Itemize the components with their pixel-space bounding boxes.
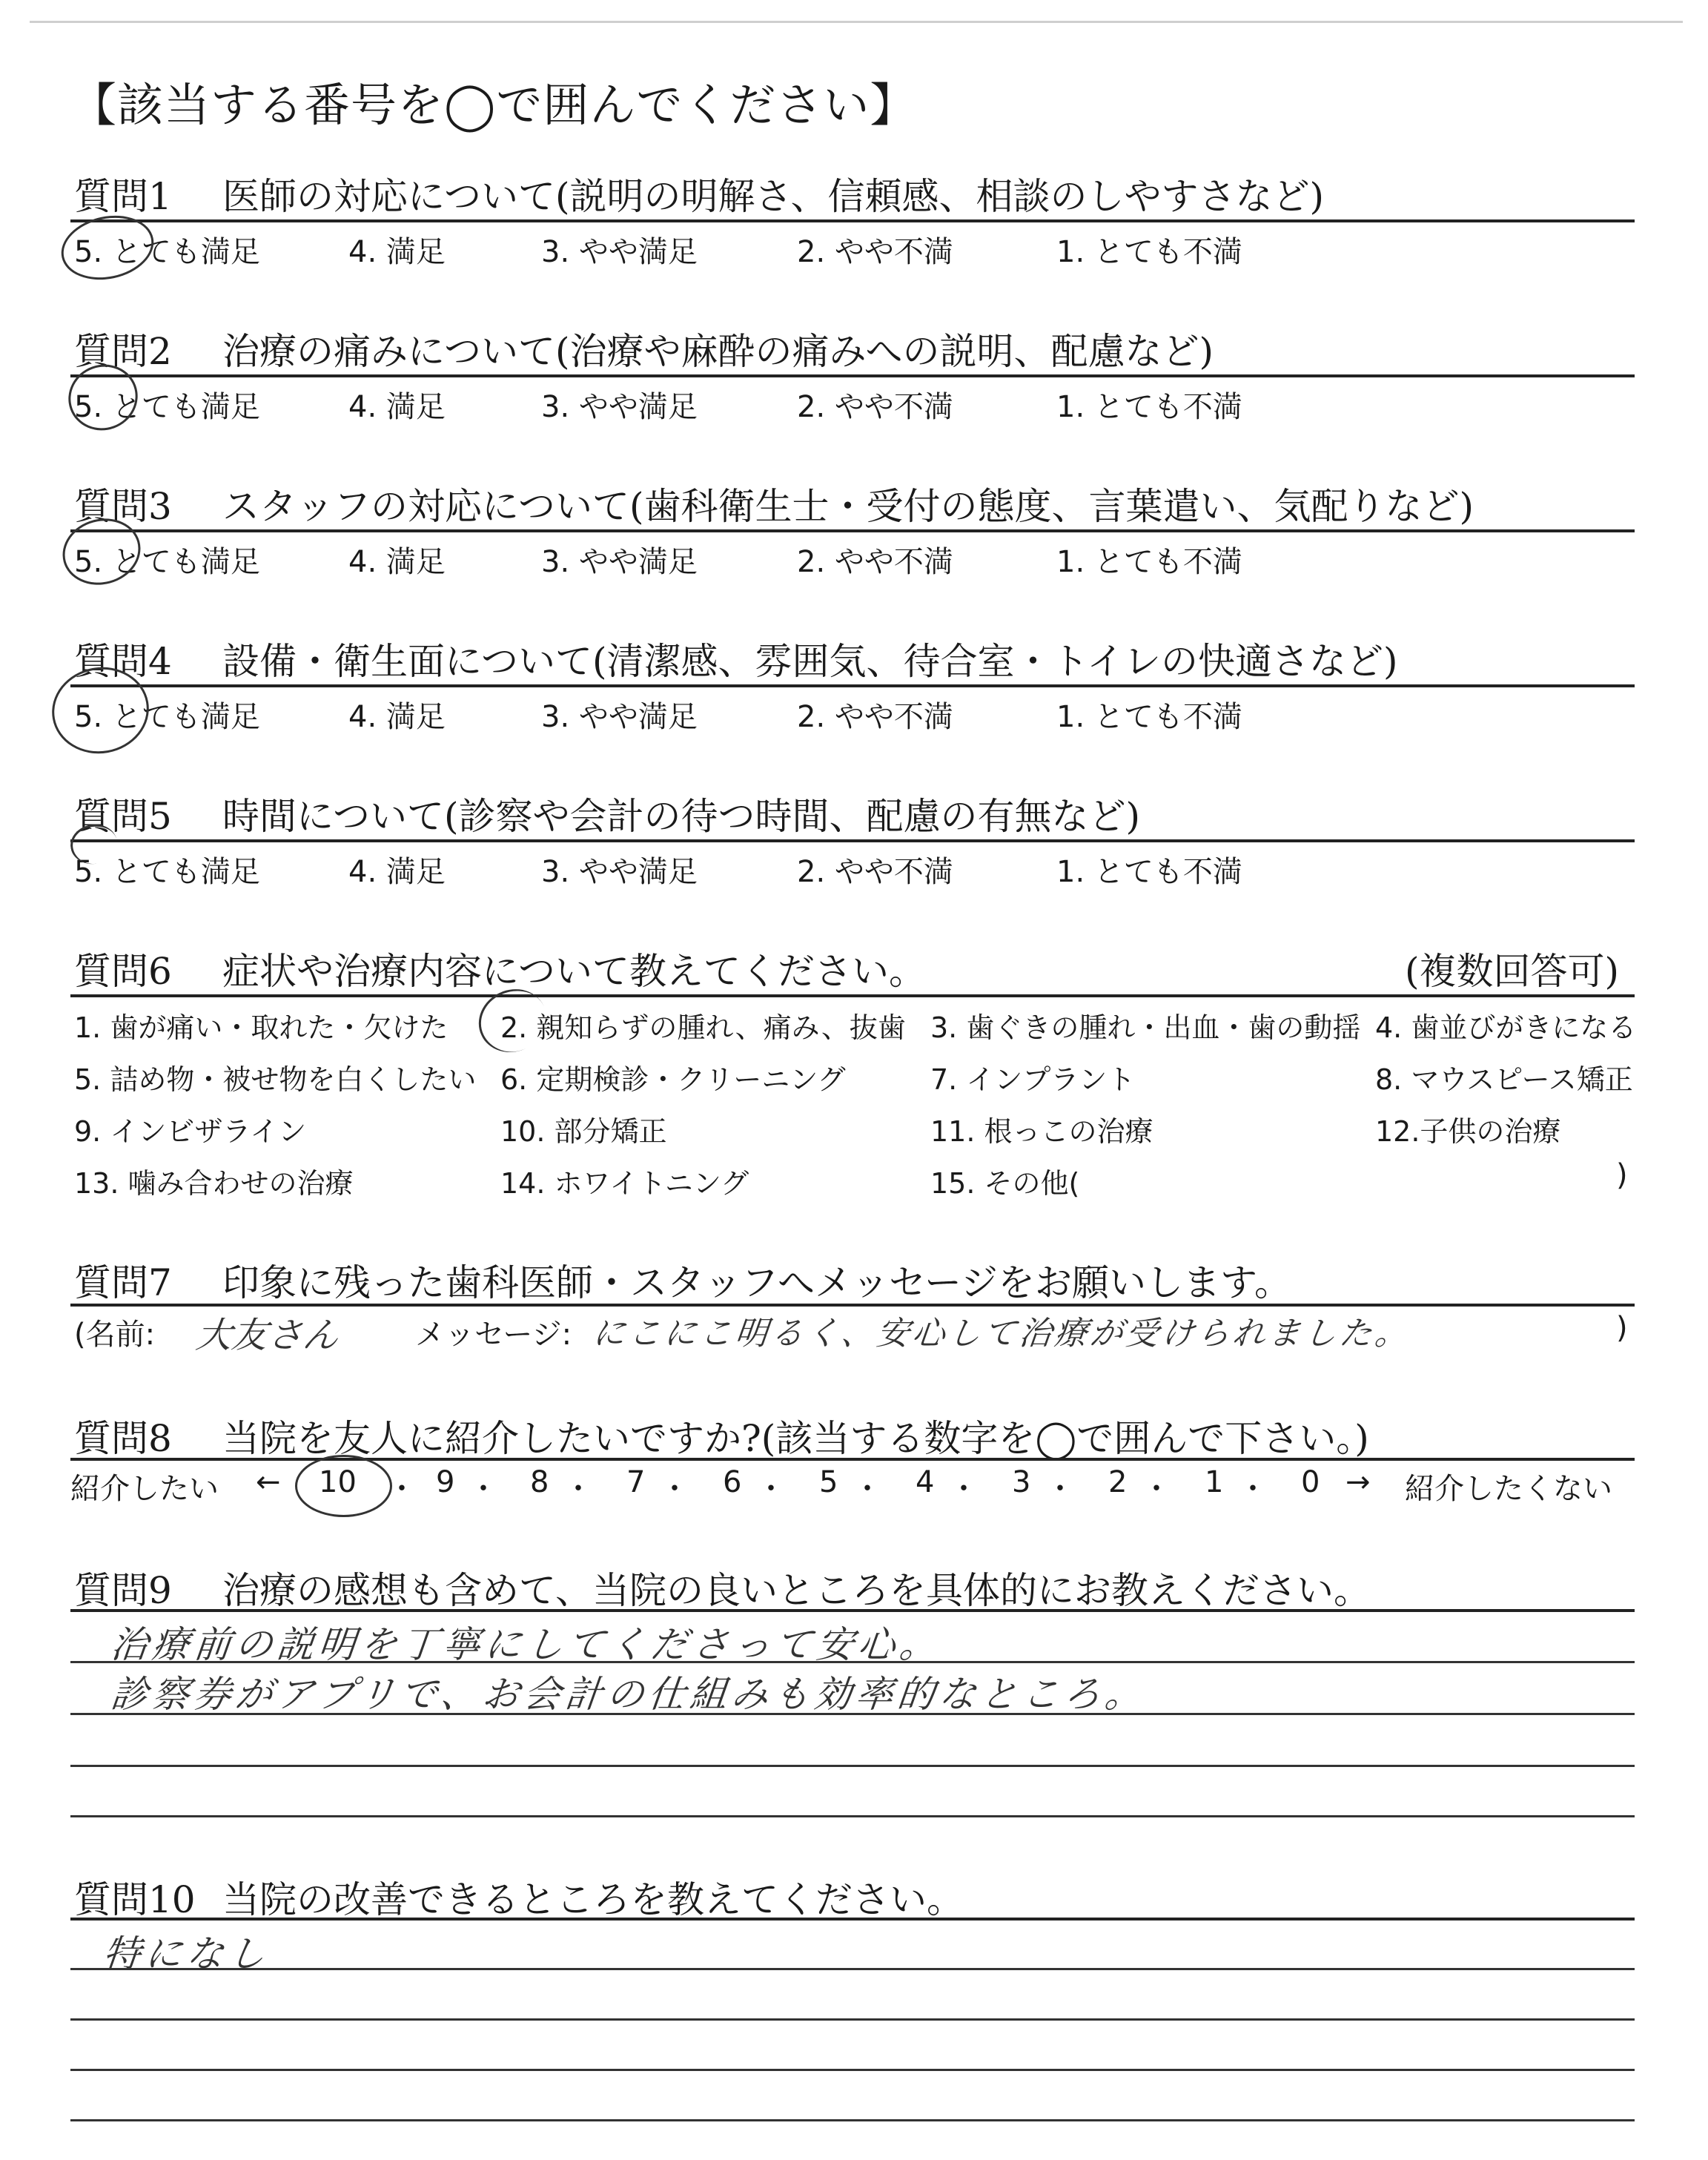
not-recommend-label: 紹介したくない bbox=[1405, 1472, 1612, 1506]
option-5[interactable]: 5. とても満足 bbox=[74, 700, 260, 734]
q6-option-1[interactable]: 1. 歯が痛い・取れた・欠けた bbox=[74, 1011, 448, 1044]
option-1[interactable]: 1. とても不満 bbox=[1056, 700, 1242, 734]
answer-line bbox=[70, 2018, 1635, 2021]
name-label: (名前: bbox=[74, 1318, 156, 1352]
message-close-paren: ) bbox=[1616, 1311, 1628, 1345]
scan-edge-line bbox=[30, 21, 1683, 23]
q6-option-14[interactable]: 14. ホワイトニング bbox=[500, 1167, 749, 1200]
q6-option-7[interactable]: 7. インプラント bbox=[930, 1063, 1136, 1096]
answer-line bbox=[70, 1968, 1635, 1970]
scale-dot: ・ bbox=[563, 1472, 593, 1506]
scale-3[interactable]: 3 bbox=[1012, 1465, 1031, 1499]
question-number: 質問4 bbox=[74, 640, 172, 683]
option-2[interactable]: 2. やや不満 bbox=[797, 545, 953, 579]
question-number: 質問7 bbox=[74, 1261, 172, 1304]
answer-line bbox=[70, 1765, 1635, 1767]
scale-7[interactable]: 7 bbox=[626, 1465, 646, 1499]
scale-dot: ・ bbox=[949, 1472, 979, 1506]
scale-dot: ・ bbox=[660, 1472, 689, 1506]
question-text: 当院を友人に紹介したいですか?(該当する数字を◯で囲んで下さい。) bbox=[222, 1417, 1369, 1460]
q10-answer: 特になし bbox=[101, 1932, 272, 1975]
scale-1[interactable]: 1 bbox=[1205, 1465, 1224, 1499]
option-3[interactable]: 3. やや満足 bbox=[541, 855, 698, 889]
question-2-heading bbox=[74, 322, 1214, 375]
question-1-heading bbox=[74, 167, 1324, 220]
scale-dot: ・ bbox=[469, 1472, 498, 1506]
question-number: 質問9 bbox=[74, 1569, 172, 1612]
right-arrow: → bbox=[1345, 1465, 1371, 1499]
scale-4[interactable]: 4 bbox=[916, 1465, 935, 1499]
answer-line bbox=[70, 1815, 1635, 1817]
option-4[interactable]: 4. 満足 bbox=[348, 855, 446, 889]
question-number: 質問5 bbox=[74, 795, 172, 838]
q6-option-8[interactable]: 8. マウスピース矯正 bbox=[1375, 1063, 1633, 1096]
option-4[interactable]: 4. 満足 bbox=[348, 390, 446, 424]
scale-dot: ・ bbox=[853, 1472, 882, 1506]
q6-option-2[interactable]: 2. 親知らずの腫れ、痛み、抜歯 bbox=[500, 1011, 906, 1044]
scale-6[interactable]: 6 bbox=[723, 1465, 742, 1499]
q6-option-13[interactable]: 13. 噛み合わせの治療 bbox=[74, 1167, 354, 1200]
option-1[interactable]: 1. とても不満 bbox=[1056, 855, 1242, 889]
question-number: 質問3 bbox=[74, 485, 172, 528]
question-text: 印象に残った歯科医師・スタッフへメッセージをお願いします。 bbox=[222, 1261, 1291, 1304]
q6-option-11[interactable]: 11. 根っこの治療 bbox=[930, 1115, 1153, 1148]
scale-dot: ・ bbox=[1238, 1472, 1268, 1506]
answer-line bbox=[70, 2119, 1635, 2121]
option-1[interactable]: 1. とても不満 bbox=[1056, 390, 1242, 424]
divider bbox=[70, 1609, 1635, 1612]
q6-option-4[interactable]: 4. 歯並びがきになる bbox=[1375, 1011, 1637, 1044]
q6-option-3[interactable]: 3. 歯ぐきの腫れ・出血・歯の動揺 bbox=[930, 1011, 1361, 1044]
divider bbox=[70, 529, 1635, 532]
question-9-heading bbox=[74, 1561, 1371, 1614]
scale-2[interactable]: 2 bbox=[1108, 1465, 1128, 1499]
q6-option-10[interactable]: 10. 部分矯正 bbox=[500, 1115, 667, 1148]
option-4[interactable]: 4. 満足 bbox=[348, 235, 446, 269]
option-2[interactable]: 2. やや不満 bbox=[797, 390, 953, 424]
other-close-paren: ) bbox=[1616, 1158, 1628, 1192]
question-text: 治療の痛みについて(治療や麻酔の痛みへの説明、配慮など) bbox=[222, 330, 1214, 373]
question-text: 時間について(診察や会計の待つ時間、配慮の有無など) bbox=[222, 795, 1141, 838]
question-8-heading bbox=[74, 1409, 1369, 1462]
divider bbox=[70, 1458, 1635, 1461]
question-7-heading bbox=[74, 1253, 1291, 1307]
option-1[interactable]: 1. とても不満 bbox=[1056, 235, 1242, 269]
option-3[interactable]: 3. やや満足 bbox=[541, 545, 698, 579]
scale-9[interactable]: 9 bbox=[436, 1465, 455, 1499]
option-4[interactable]: 4. 満足 bbox=[348, 545, 446, 579]
q6-option-15[interactable]: 15. その他( bbox=[930, 1167, 1080, 1200]
q6-option-6[interactable]: 6. 定期検診・クリーニング bbox=[500, 1063, 846, 1096]
scale-5[interactable]: 5 bbox=[819, 1465, 838, 1499]
divider bbox=[70, 839, 1635, 842]
q6-option-5[interactable]: 5. 詰め物・被せ物を白くしたい bbox=[74, 1063, 477, 1096]
divider bbox=[70, 374, 1635, 377]
scale-dot: ・ bbox=[1142, 1472, 1171, 1506]
option-2[interactable]: 2. やや不満 bbox=[797, 235, 953, 269]
question-text: 当院の改善できるところを教えてください。 bbox=[222, 1878, 964, 1921]
question-text: 症状や治療内容について教えてください。 bbox=[222, 950, 926, 993]
scale-dot: ・ bbox=[1045, 1472, 1075, 1506]
selection-circle bbox=[295, 1455, 392, 1517]
question-6-heading bbox=[74, 942, 926, 995]
option-2[interactable]: 2. やや不満 bbox=[797, 700, 953, 734]
question-text: 医師の対応について(説明の明解さ、信頼感、相談のしやすさなど) bbox=[222, 175, 1325, 218]
question-3-heading bbox=[74, 477, 1474, 530]
recommend-label: 紹介したい bbox=[70, 1472, 219, 1506]
option-5[interactable]: 5. とても満足 bbox=[74, 855, 260, 889]
option-4[interactable]: 4. 満足 bbox=[348, 700, 446, 734]
name-handwritten: 大友さん bbox=[193, 1315, 341, 1356]
left-arrow: ← bbox=[256, 1465, 281, 1499]
option-5[interactable]: 5. とても満足 bbox=[74, 545, 260, 579]
q9-answer-line-1: 治療前の説明を丁寧にしてくださって安心。 bbox=[108, 1623, 944, 1666]
q6-option-12[interactable]: 12.子供の治療 bbox=[1375, 1115, 1561, 1148]
scale-dot: ・ bbox=[756, 1472, 786, 1506]
page-title: 【該当する番号を◯で囲んでください】 bbox=[70, 78, 917, 132]
scale-dot: ・ bbox=[387, 1472, 417, 1506]
question-4-heading bbox=[74, 632, 1398, 685]
question-5-heading bbox=[74, 787, 1140, 840]
message-handwritten: にこにこ明るく、安心して治療が受けられました。 bbox=[590, 1315, 1413, 1353]
option-3[interactable]: 3. やや満足 bbox=[541, 700, 698, 734]
divider bbox=[70, 684, 1635, 687]
question-text: 設備・衛生面について(清潔感、雰囲気、待合室・トイレの快適さなど) bbox=[222, 640, 1398, 683]
option-3[interactable]: 3. やや満足 bbox=[541, 390, 698, 424]
divider bbox=[70, 1918, 1635, 1920]
question-number: 質問1 bbox=[74, 175, 172, 218]
scale-8[interactable]: 8 bbox=[530, 1465, 549, 1499]
question-10-heading bbox=[74, 1870, 964, 1923]
q9-answer-line-2: 診察券がアプリで、お会計の仕組みも効率的なところ。 bbox=[108, 1673, 1149, 1716]
divider bbox=[70, 219, 1635, 222]
question-text: 治療の感想も含めて、当院の良いところを具体的にお教えください。 bbox=[222, 1569, 1371, 1612]
option-5[interactable]: 5. とても満足 bbox=[74, 235, 260, 269]
multiple-answer-note: (複数回答可) bbox=[1405, 950, 1620, 993]
question-number: 質問8 bbox=[74, 1417, 172, 1460]
answer-line bbox=[70, 1713, 1635, 1715]
option-5[interactable]: 5. とても満足 bbox=[74, 390, 260, 424]
question-number: 質問6 bbox=[74, 950, 172, 993]
option-2[interactable]: 2. やや不満 bbox=[797, 855, 953, 889]
q6-option-9[interactable]: 9. インビザライン bbox=[74, 1115, 307, 1148]
option-3[interactable]: 3. やや満足 bbox=[541, 235, 698, 269]
divider bbox=[70, 994, 1635, 997]
scale-0[interactable]: 0 bbox=[1301, 1465, 1320, 1499]
option-1[interactable]: 1. とても不満 bbox=[1056, 545, 1242, 579]
answer-line bbox=[70, 2069, 1635, 2071]
question-number: 質問2 bbox=[74, 330, 172, 373]
question-text: スタッフの対応について(歯科衛生士・受付の態度、言葉遣い、気配りなど) bbox=[222, 485, 1474, 528]
message-label: メッセージ: bbox=[415, 1318, 572, 1352]
question-number: 質問10 bbox=[74, 1878, 196, 1921]
scale-10[interactable]: 10 bbox=[319, 1465, 357, 1499]
answer-line bbox=[70, 1661, 1635, 1663]
